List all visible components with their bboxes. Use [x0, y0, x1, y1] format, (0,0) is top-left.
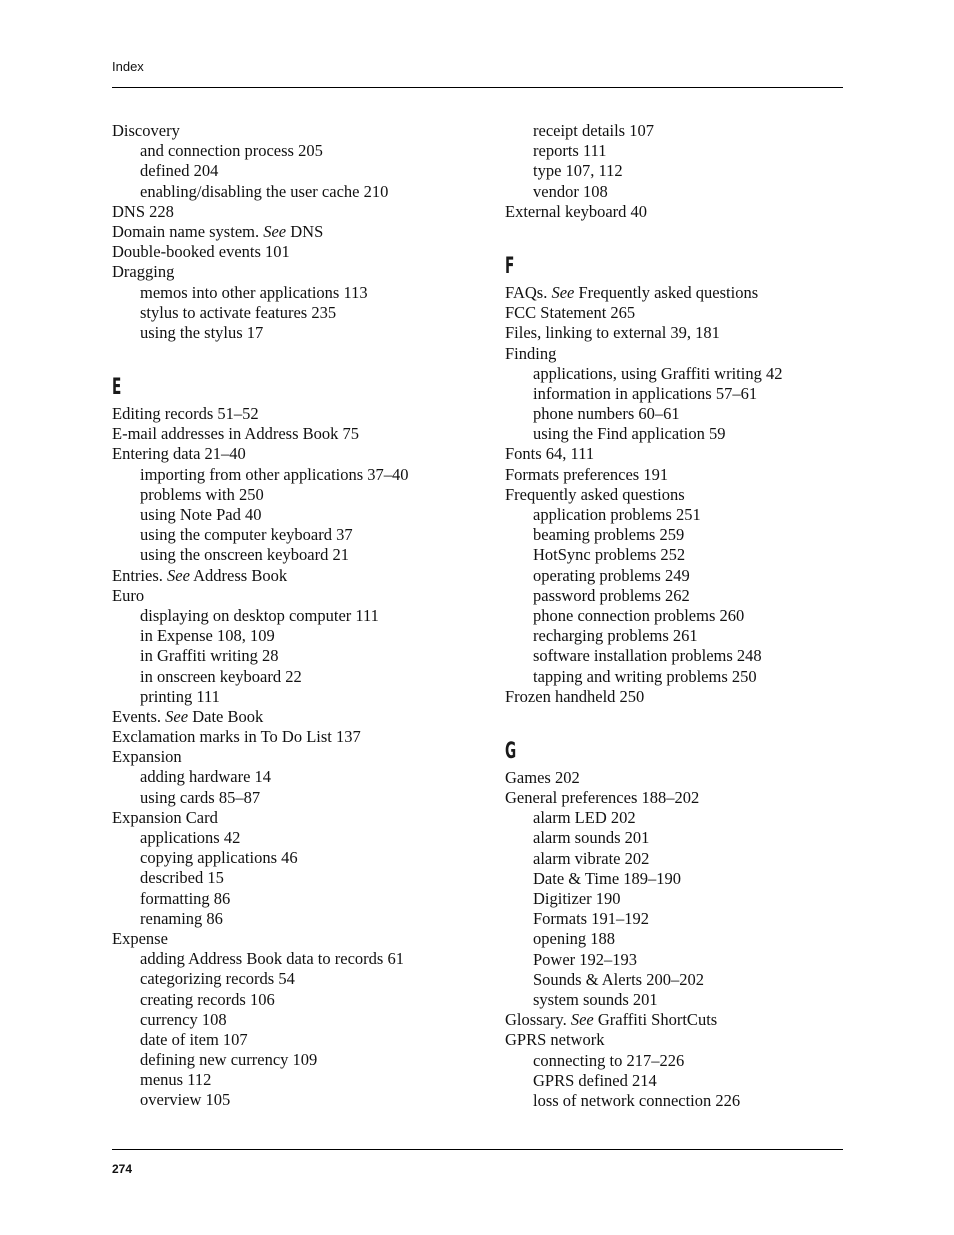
- entry-text: beaming problems 259: [533, 525, 685, 545]
- index-subentry: [112, 909, 409, 929]
- entry-text: GPRS defined 214: [533, 1070, 657, 1090]
- see-reference: See: [570, 1010, 594, 1030]
- entry-text: Euro: [112, 585, 145, 605]
- entry-text: General preferences 188–202: [505, 788, 700, 808]
- index-subentry: [505, 990, 782, 1010]
- entry-text: Entries.: [112, 565, 167, 585]
- index-subentry: [112, 303, 409, 323]
- entry-text: Games 202: [505, 767, 580, 787]
- entry-text: Exclamation marks in To Do List 137: [112, 727, 361, 747]
- index-subentry: [505, 1091, 782, 1111]
- index-subentry: [505, 141, 782, 161]
- index-subentry: [505, 1051, 782, 1071]
- index-subentry: [112, 868, 409, 888]
- index-right-column: [505, 121, 782, 1111]
- entry-text: Events.: [112, 706, 166, 726]
- entry-text: renaming 86: [140, 908, 223, 928]
- index-entry: [112, 444, 409, 464]
- entry-text: information in applications 57–61: [533, 383, 758, 403]
- entry-text: Expense: [112, 928, 168, 948]
- index-subentry: [505, 505, 782, 525]
- index-subentry: [112, 525, 409, 545]
- section-letter: E: [112, 375, 122, 401]
- header-rule: [112, 87, 843, 88]
- index-subentry: [505, 909, 782, 929]
- entry-text: copying applications 46: [140, 848, 298, 868]
- entry-text: Formats 191–192: [533, 909, 649, 929]
- entry-text: phone connection problems 260: [533, 605, 745, 625]
- entry-text: Glossary.: [505, 1010, 571, 1030]
- entry-text: tapping and writing problems 250: [533, 666, 757, 686]
- index-subentry: [112, 767, 409, 787]
- entry-text: Fonts 64, 111: [505, 444, 595, 464]
- entry-text: in Expense 108, 109: [140, 626, 275, 646]
- entry-text: Frozen handheld 250: [505, 686, 645, 706]
- index-subentry: [112, 828, 409, 848]
- entry-text: creating records 106: [140, 989, 275, 1009]
- index-left-column: [112, 121, 409, 1111]
- index-entry: [112, 586, 409, 606]
- index-subentry: [112, 505, 409, 525]
- index-entry: [112, 929, 409, 949]
- see-reference: See: [551, 282, 575, 302]
- entry-text: Formats preferences 191: [505, 464, 669, 484]
- entry-text: using cards 85–87: [140, 787, 261, 807]
- index-entry: [505, 444, 782, 464]
- entry-text: DNS 228: [112, 201, 174, 221]
- index-subentry: [505, 404, 782, 424]
- index-subentry: [112, 182, 409, 202]
- entry-text: Expansion Card: [112, 807, 218, 827]
- section-heading: [112, 366, 409, 404]
- index-entry: [112, 808, 409, 828]
- entry-text: applications, using Graffiti writing 42: [533, 363, 783, 383]
- index-subentry: [505, 566, 782, 586]
- index-entry: [112, 727, 409, 747]
- entry-text: HotSync problems 252: [533, 545, 686, 565]
- entry-text: date of item 107: [140, 1029, 248, 1049]
- see-reference: See: [165, 706, 189, 726]
- entry-text: Entering data 21–40: [112, 444, 246, 464]
- index-subentry: [505, 828, 782, 848]
- index-entry: [112, 707, 409, 727]
- index-subentry: [505, 950, 782, 970]
- index-entry: [505, 485, 782, 505]
- entry-text: operating problems 249: [533, 565, 690, 585]
- index-entry: [112, 566, 409, 586]
- see-reference: See: [167, 565, 190, 585]
- entry-text: defined 204: [140, 161, 219, 181]
- section-letter: F: [505, 253, 515, 279]
- index-subentry: [505, 1071, 782, 1091]
- index-subentry: [112, 1030, 409, 1050]
- index-subentry: [112, 969, 409, 989]
- entry-text: described 15: [140, 868, 224, 888]
- entry-text: loss of network connection 226: [533, 1090, 741, 1110]
- entry-text: vendor 108: [533, 181, 608, 201]
- entry-text: using the stylus 17: [140, 322, 264, 342]
- entry-text: Sounds & Alerts 200–202: [533, 969, 704, 989]
- index-subentry: [112, 687, 409, 707]
- index-subentry: [505, 525, 782, 545]
- index-entry: [112, 404, 409, 424]
- index-subentry: [505, 667, 782, 687]
- entry-text: stylus to activate features 235: [140, 302, 337, 322]
- entry-text: FCC Statement 265: [505, 303, 636, 323]
- index-subentry: [505, 424, 782, 444]
- entry-text: Discovery: [112, 121, 180, 140]
- index-subentry: [505, 889, 782, 909]
- entry-text: Frequently asked questions: [505, 484, 685, 504]
- entry-text: printing 111: [140, 686, 220, 706]
- section-gap: [112, 343, 409, 366]
- entry-text: External keyboard 40: [505, 201, 648, 221]
- entry-text: Domain name system.: [112, 221, 264, 241]
- index-subentry: [112, 889, 409, 909]
- index-subentry: [112, 545, 409, 565]
- entry-text: adding Address Book data to records 61: [140, 949, 404, 969]
- entry-text: password problems 262: [533, 585, 690, 605]
- entry-text: memos into other applications 113: [140, 282, 368, 302]
- entry-text: applications 42: [140, 828, 241, 847]
- index-entry: [505, 202, 782, 222]
- index-subentry: [112, 1070, 409, 1090]
- entry-text: Digitizer 190: [533, 889, 621, 908]
- entry-text: E-mail addresses in Address Book 75: [112, 424, 360, 444]
- entry-text: overview 105: [140, 1090, 231, 1110]
- index-subentry: [112, 161, 409, 181]
- index-entry: [505, 1030, 782, 1050]
- index-subentry: [505, 364, 782, 384]
- index-entry: [505, 323, 782, 343]
- index-subentry: [112, 788, 409, 808]
- index-subentry: [112, 949, 409, 969]
- see-reference: See: [263, 221, 287, 241]
- index-subentry: [505, 384, 782, 404]
- see-target: Date Book: [188, 706, 264, 726]
- index-entry: [505, 1010, 782, 1030]
- index-entry: [112, 242, 409, 262]
- entry-text: currency 108: [140, 1009, 227, 1029]
- index-subentry: [112, 848, 409, 868]
- entry-text: phone numbers 60–61: [533, 404, 680, 424]
- entry-text: importing from other applications 37–40: [140, 464, 409, 484]
- entry-text: problems with 250: [140, 484, 264, 504]
- index-subentry: [505, 808, 782, 828]
- entry-text: receipt details 107: [533, 121, 654, 140]
- index-subentry: [505, 606, 782, 626]
- entry-text: Finding: [505, 343, 557, 363]
- index-subentry: [505, 970, 782, 990]
- see-target: Graffiti ShortCuts: [593, 1010, 718, 1030]
- index-entry: [112, 747, 409, 767]
- entry-text: enabling/disabling the user cache 210: [140, 181, 389, 201]
- index-entry: [505, 303, 782, 323]
- index-subentry: [112, 323, 409, 343]
- section-heading: [505, 730, 782, 768]
- entry-text: adding hardware 14: [140, 767, 272, 787]
- index-subentry: [112, 646, 409, 666]
- see-target: Address Book: [189, 565, 288, 585]
- index-subentry: [112, 141, 409, 161]
- index-subentry: [505, 646, 782, 666]
- entry-text: GPRS network: [505, 1030, 605, 1050]
- index-subentry: [112, 465, 409, 485]
- index-subentry: [505, 121, 782, 141]
- section-gap: [505, 222, 782, 245]
- index-subentry: [112, 667, 409, 687]
- see-target: Frequently asked questions: [574, 282, 759, 302]
- index-subentry: [505, 182, 782, 202]
- entry-text: in Graffiti writing 28: [140, 646, 279, 666]
- entry-text: alarm vibrate 202: [533, 848, 650, 868]
- footer-rule: [112, 1149, 843, 1150]
- index-entry: [112, 121, 409, 141]
- index-entry: [112, 424, 409, 444]
- entry-text: using the Find application 59: [533, 424, 726, 444]
- entry-text: system sounds 201: [533, 989, 658, 1009]
- index-entry: [505, 283, 782, 303]
- index-entry: [112, 222, 409, 242]
- entry-text: using Note Pad 40: [140, 505, 262, 524]
- page-number: 274: [112, 1162, 133, 1176]
- index-subentry: [112, 626, 409, 646]
- index-subentry: [505, 869, 782, 889]
- index-subentry: [112, 1010, 409, 1030]
- index-subentry: [505, 626, 782, 646]
- index-subentry: [505, 849, 782, 869]
- entry-text: defining new currency 109: [140, 1050, 318, 1070]
- entry-text: categorizing records 54: [140, 969, 295, 989]
- entry-text: Files, linking to external 39, 181: [505, 323, 720, 343]
- entry-text: alarm sounds 201: [533, 828, 650, 848]
- index-entry: [112, 262, 409, 282]
- index-subentry: [112, 1090, 409, 1110]
- entry-text: using the computer keyboard 37: [140, 525, 353, 545]
- running-header: Index: [112, 59, 144, 74]
- entry-text: Dragging: [112, 262, 175, 282]
- entry-text: Power 192–193: [533, 949, 638, 969]
- entry-text: using the onscreen keyboard 21: [140, 545, 349, 565]
- entry-text: alarm LED 202: [533, 808, 636, 828]
- entry-text: reports 111: [533, 141, 607, 161]
- section-heading: [505, 245, 782, 283]
- index-subentry: [112, 485, 409, 505]
- entry-text: FAQs.: [505, 282, 552, 302]
- entry-text: Expansion: [112, 747, 182, 767]
- entry-text: Editing records 51–52: [112, 404, 259, 424]
- index-entry: [505, 687, 782, 707]
- index-entry: [505, 465, 782, 485]
- entry-text: displaying on desktop computer 111: [140, 605, 379, 625]
- see-target: DNS: [286, 221, 324, 241]
- index-subentry: [505, 586, 782, 606]
- entry-text: and connection process 205: [140, 141, 323, 161]
- index-subentry: [112, 990, 409, 1010]
- entry-text: type 107, 112: [533, 161, 623, 181]
- index-entry: [505, 768, 782, 788]
- entry-text: menus 112: [140, 1070, 212, 1090]
- index-entry: [112, 202, 409, 222]
- entry-text: Date & Time 189–190: [533, 868, 682, 888]
- index-subentry: [112, 283, 409, 303]
- entry-text: in onscreen keyboard 22: [140, 666, 302, 686]
- index-subentry: [112, 1050, 409, 1070]
- section-gap: [505, 707, 782, 730]
- index-subentry: [505, 161, 782, 181]
- entry-text: formatting 86: [140, 888, 231, 908]
- index-entry: [505, 788, 782, 808]
- entry-text: application problems 251: [533, 505, 701, 524]
- index-subentry: [505, 929, 782, 949]
- entry-text: opening 188: [533, 929, 616, 949]
- entry-text: recharging problems 261: [533, 626, 698, 646]
- entry-text: Double-booked events 101: [112, 242, 290, 262]
- entry-text: connecting to 217–226: [533, 1050, 685, 1070]
- index-subentry: [112, 606, 409, 626]
- index-subentry: [505, 545, 782, 565]
- entry-text: software installation problems 248: [533, 646, 762, 666]
- section-letter: G: [505, 738, 517, 764]
- index-entry: [505, 344, 782, 364]
